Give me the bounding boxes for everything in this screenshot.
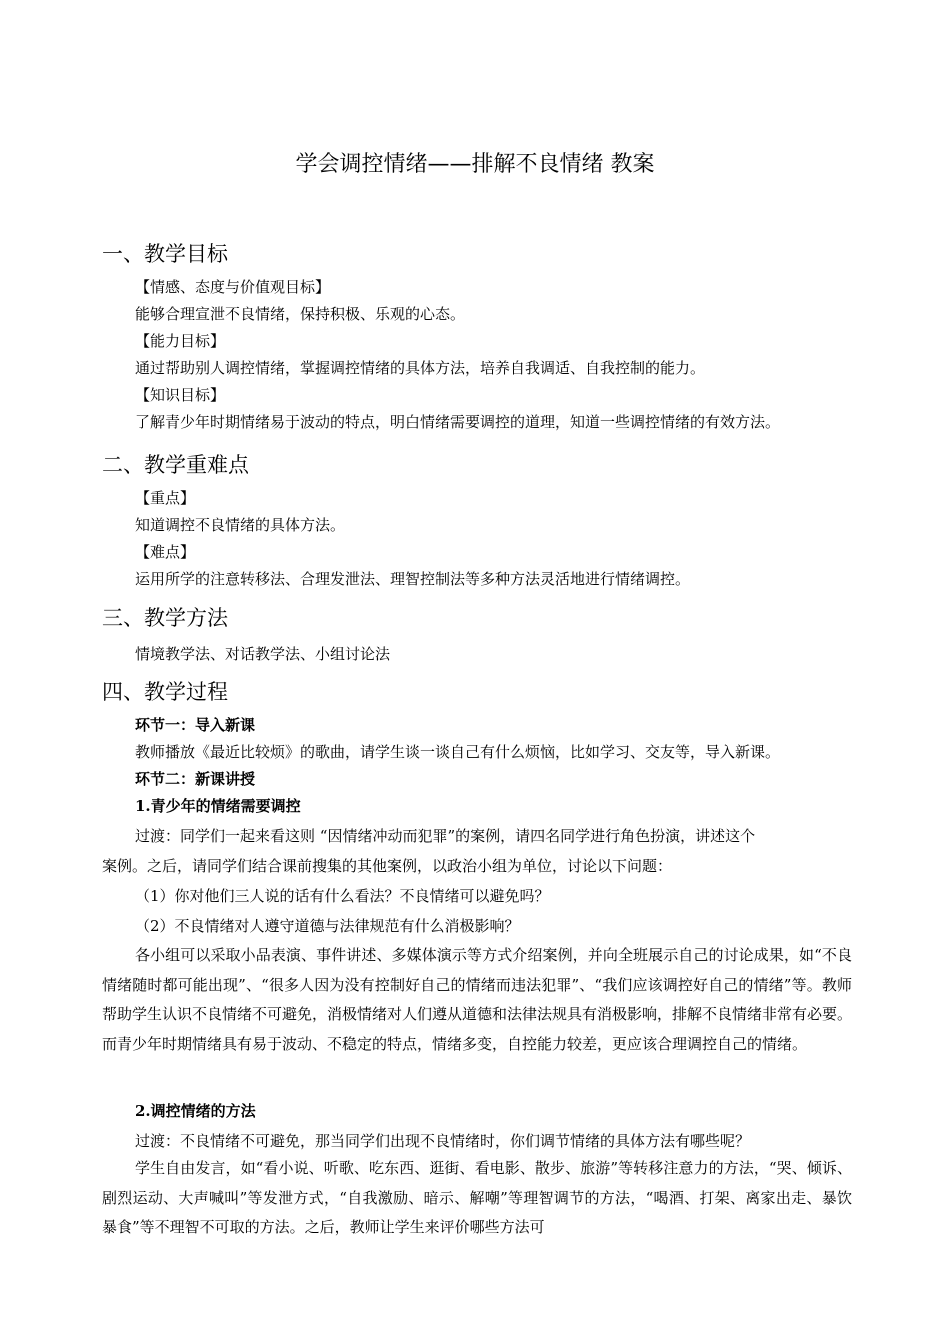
paragraph-transition-1-line-2: 案例。之后，请同学们结合课前搜集的其他案例，以政治小组为单位，讨论以下问题： [102,857,673,875]
paragraph-difficulty: 运用所学的注意转移法、合理发泄法、理智控制法等多种方法灵活地进行情绪调控。 [135,570,691,588]
document-title: 学会调控情绪——排解不良情绪 教案 [295,152,655,177]
paragraph-introduction: 教师播放《最近比较烦》的歌曲，请学生谈一谈自己有什么烦恼，比如学习、交友等，导入新课。 [135,743,781,761]
section-heading-process: 四、教学过程 [102,680,228,704]
paragraph-transition-2: 过渡：不良情绪不可避免，那当同学们出现不良情绪时，你们调节情绪的具体方法有哪些呢？ [135,1132,751,1150]
question-1: （1）你对他们三人说的话有什么看法？不良情绪可以避免吗？ [135,887,550,905]
paragraph-ability-goal: 通过帮助别人调控情绪，掌握调控情绪的具体方法，培养自我调适、自我控制的能力。 [135,359,706,377]
subheading-ability-goal: 【能力目标】 [135,332,226,350]
paragraph-emotion-goal: 能够合理宣泄不良情绪，保持积极、乐观的心态。 [135,305,466,323]
section-heading-key-points: 二、教学重难点 [102,453,249,477]
subheading-knowledge-goal: 【知识目标】 [135,386,226,404]
subsection-heading-emotion-regulation-need: 1.青少年的情绪需要调控 [135,797,301,815]
paragraph-knowledge-goal: 了解青少年时期情绪易于波动的特点，明白情绪需要调控的道理，知道一些调控情绪的有效方法。 [135,413,781,431]
section-heading-objectives: 一、教学目标 [102,242,228,266]
subsection-heading-regulation-methods: 2.调控情绪的方法 [135,1102,256,1120]
section-heading-methods: 三、教学方法 [102,606,228,630]
question-2: （2）不良情绪对人遵守道德与法律规范有什么消极影响？ [135,917,520,935]
paragraph-transition-1-line-1: 过渡：同学们一起来看这则 “因情绪冲动而犯罪”的案例，请四名同学进行角色扮演，讲述这个 [135,827,756,845]
step-heading-introduction: 环节一：导入新课 [135,716,256,734]
step-heading-new-lesson: 环节二：新课讲授 [135,770,256,788]
paragraph-student-responses: 学生自由发言，如“看小说、听歌、吃东西、逛街、看电影、散步、旅游”等转移注意力的方法，“哭、倾诉、剧烈运动、大声喊叫”等发泄方式，“自我激励、暗示、解嘲”等理智调节的方法，“喝酒、打架、离家出走、暴饮暴食”等不理智不可取的方法。之后，教师让学生来评价哪些方法可 [102,1159,852,1237]
subheading-key-point: 【重点】 [135,489,196,507]
paragraph-key-point: 知道调控不良情绪的具体方法。 [135,516,346,534]
paragraph-group-discussion: 各小组可以采取小品表演、事件讲述、多媒体演示等方式介绍案例，并向全班展示自己的讨论成果，如“不良情绪随时都可能出现”、“很多人因为没有控制好自己的情绪而违法犯罪”、“我们应该调控好自己的情绪”等。教师帮助学生认识不良情绪不可避免，消极情绪对人们遵从道德和法律法规具有消极影响，排解不良情绪非常有必要。而青少年时期情绪具有易于波动、不稳定的特点，情绪多变，自控能力较差，更应该合理调控自己的情绪。 [102,946,853,1053]
paragraph-methods: 情境教学法、对话教学法、小组讨论法 [135,645,391,663]
subheading-difficulty: 【难点】 [135,543,196,561]
subheading-emotion-goal: 【情感、态度与价值观目标】 [135,278,331,296]
